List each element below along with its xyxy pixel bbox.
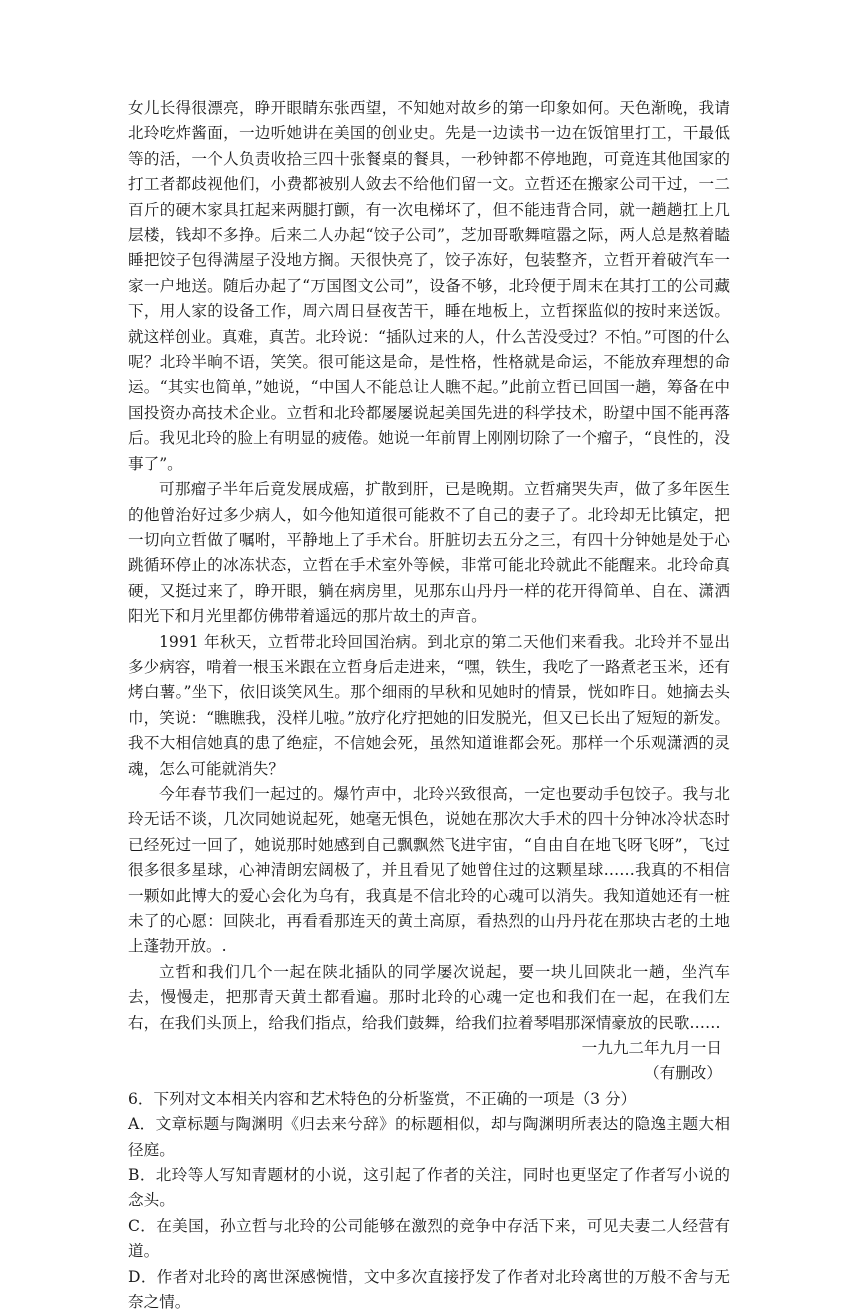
question-option-a: A．文章标题与陶渊明《归去来兮辞》的标题相似，却与陶渊明所表达的隐逸主题大相径庭。: [128, 1115, 730, 1159]
question-option-d: D．作者对北玲的离世深感惋惜，文中多次直接抒发了作者对北玲离世的万般不舍与无奈之情。: [128, 1267, 730, 1312]
question-option-c: C．在美国，孙立哲与北玲的公司能够在激烈的竞争中存活下来，可见夫妻二人经营有道。: [128, 1216, 730, 1261]
article-paragraph-1: 女儿长得很漂亮，睁开眼睛东张西望，不知她对故乡的第一印象如何。天色渐晚，我请北玲吃炸酱面，一边听她讲在美国的创业史。先是一边读书一边在饭馆里打工，干最低等的活，一个人负责收拾三四十张餐桌的餐具，一秒钟都不停地跑，可竟连其他国家的打工者都歧视他们，小费都被别人敛去不给他们留一文。立哲还在搬家公司干过，一二百斤的硬木家具扛起来两腿打颤，有一次电梯坏了，但不能违背合同，就一趟趟扛上几层楼，钱却不多挣。后来二人办起“饺子公司”，芝加哥歌舞喧嚣之际，两人总是熬着瞌睡把饺子包得满屋子没地方搁。天很快亮了，饺子冻好，包装整齐，立哲开着破汽车一家一户地送。随后办起了“万国图文公司”，设备不够，北玲便于周末在其打工的公司藏下，用人家的设备工作，周六周日昼夜苦干，睡在地板上，立哲探监似的按时来送饭。就这样创业。真难，真苦。北玲说：“插队过来的人，什么苦没受过？不怕。”可图的什么呢？北玲半晌不语，笑笑。很可能这是命，是性格，性格就是命运，不能放弃理想的命运。“其实也简单，”她说，“中国人不能总让人瞧不起。”此前立哲已回国一趟，筹备在中国投资办高技术企业。立哲和北玲都屡屡说起美国先进的科学技术，盼望中国不能再落后。我见北玲的脸上有明显的疲倦。她说一年前胃上刚刚切除了一个瘤子，“良性的，没事了”。: [128, 99, 730, 473]
question-stem: 6．下列对文本相关内容和艺术特色的分析鉴赏，不正确的一项是（3 分）: [128, 1089, 637, 1108]
document-page: [128, 96, 730, 1316]
article-paragraph-4: 今年春节我们一起过的。爆竹声中，北玲兴致很高，一定也要动手包饺子。我与北玲无话不谈，几次同她说起死，她毫无惧色，说她在那次大手术的四十分钟冰冷状态时已经死过一回了，她说那时她感到自己飘飘然飞进宇宙，“自由自在地飞呀飞呀”，飞过很多很多星球，心神清朗宏阔极了，并且看见了她曾住过的这颗星球……我真的不相信一颗如此博大的爱心会化为乌有，我真是不信北玲的心魂可以消失。我知道她还有一桩未了的心愿：回陕北，再看看那连天的黄土高原，看热烈的山丹丹花在那块古老的土地上蓬勃开放。.: [128, 784, 730, 956]
article-date: 一九九二年九月一日: [581, 1039, 722, 1058]
article-edit-note: （有删改）: [644, 1064, 722, 1083]
article-paragraph-2: 可那瘤子半年后竟发展成癌，扩散到肝，已是晚期。立哲痛哭失声，做了多年医生的他曾治好过多少病人，如今他知道很可能救不了自己的妻子了。北玲却无比镇定，把一切向立哲做了嘱咐，平静地上了手术台。肝脏切去五分之三，有四十分钟她是处于心跳循环停止的冰冻状态，立哲在手术室外等候，非常可能北玲就此不能醒来。北玲命真硬，又挺过来了，睁开眼，躺在病房里，见那东山丹丹一样的花开得简单、自在、潇洒阳光下和月光里都仿佛带着遥远的那片故土的声音。: [128, 480, 730, 626]
article-paragraph-5: 立哲和我们几个一起在陕北插队的同学屡次说起，要一块儿回陕北一趟，坐汽车去，慢慢走，把那青天黄土都看遍。那时北玲的心魂一定也和我们在一起，在我们左右，在我们头顶上，给我们指点，给我们鼓舞，给我们拉着琴唱那深情豪放的民歌……: [128, 962, 730, 1032]
question-option-b: B．北玲等人写知青题材的小说，这引起了作者的关注，同时也更坚定了作者写小说的念头。: [128, 1166, 730, 1210]
article-paragraph-3: 1991 年秋天，立哲带北玲回国治病。到北京的第二天他们来看我。北玲并不显出多少病容，啃着一根玉米跟在立哲身后走进来，“嘿，铁生，我吃了一路煮老玉米，还有烤白薯。”坐下，依旧谈笑风生。那个细雨的早秋和见她时的情景，恍如昨日。她摘去头巾，笑说：“瞧瞧我，没样儿啦。”放疗化疗把她的旧发脱光，但又已长出了短短的新发。我不大相信她真的患了绝症，不信她会死，虽然知道谁都会死。那样一个乐观潇洒的灵魂，怎么可能就消失？: [128, 632, 730, 778]
